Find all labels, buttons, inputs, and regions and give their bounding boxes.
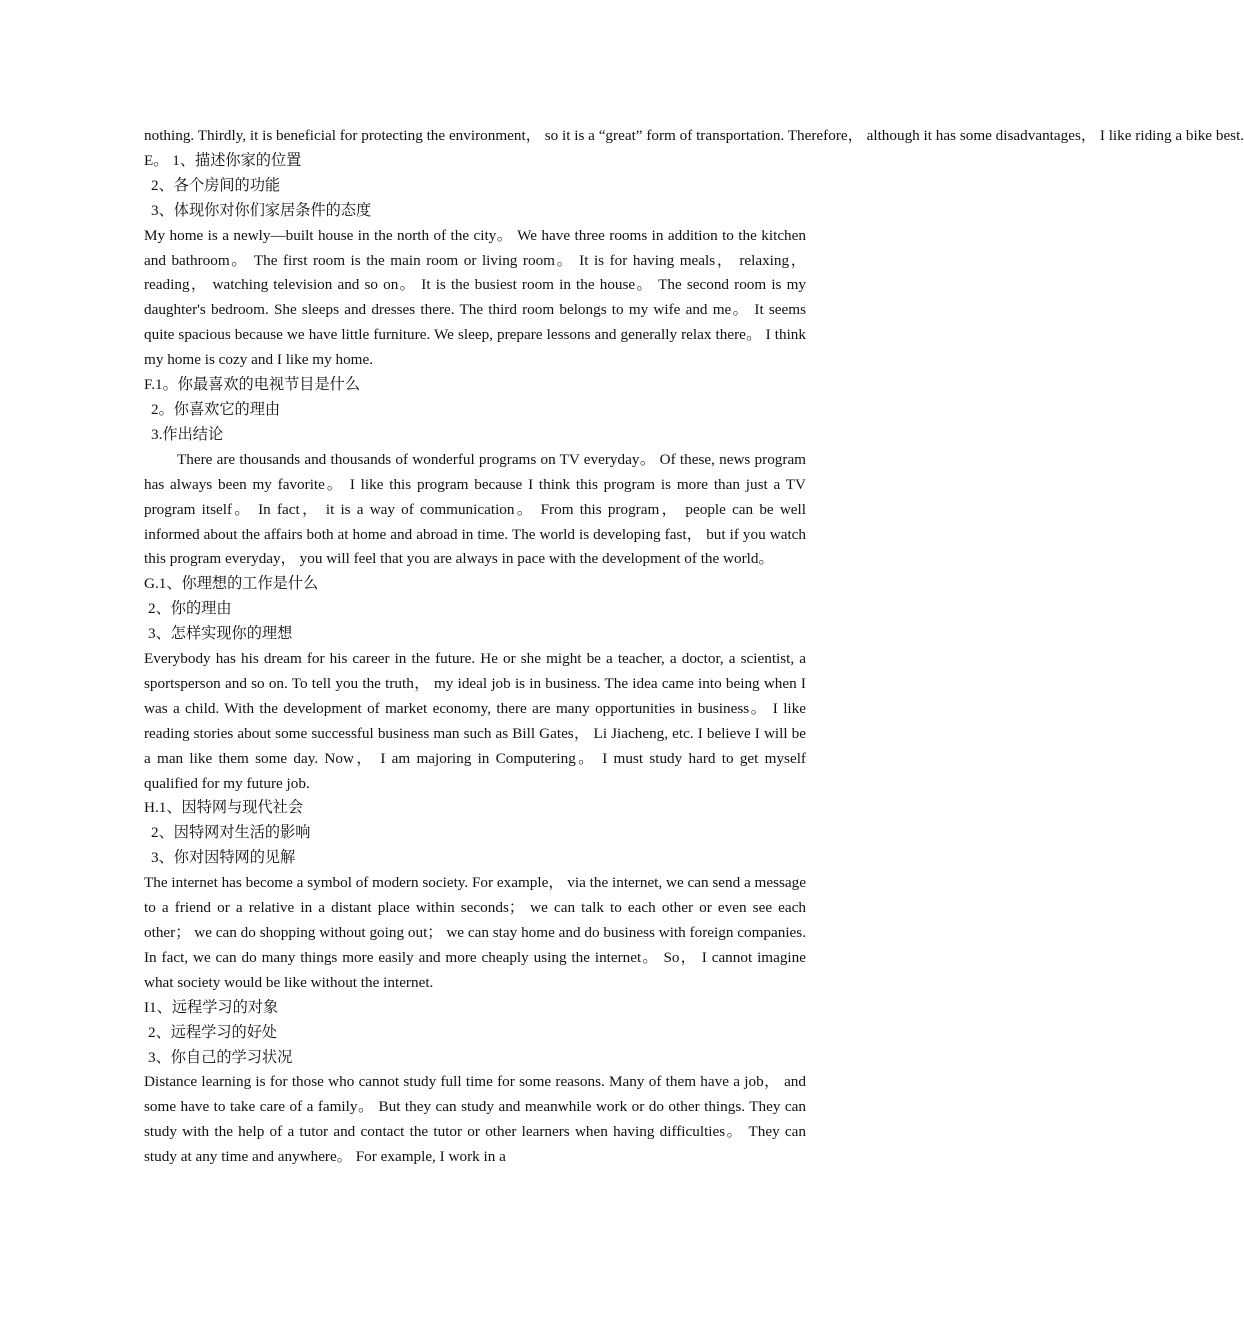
heading-h-internet-society: H.1、因特网与现代社会: [144, 799, 304, 817]
heading-i-distance-learning: I1、远程学习的对象: [144, 998, 279, 1016]
outline-item-distance-benefits: 2、远程学习的好处: [148, 1023, 278, 1041]
outline-item-internet-opinion: 3、你对因特网的见解: [151, 849, 296, 867]
heading-g-ideal-job: G.1、你理想的工作是什么: [144, 575, 319, 593]
outline-item-job-reasons: 2、你的理由: [148, 600, 232, 618]
paragraph-ideal-job: Everybody has his dream for his career in the future. He or she might be a teacher, a doctor, a scientist, a sportsperson and so on. To tell you the truth， my ideal job is in business. The idea came into being when I was a child. With the development of market economy, there are many opportunities in business。 I like reading stories about some successful business man such as Bill Gates， Li Jiacheng, etc. I believe I will be a man like them some day. Now， I am majoring in Computering。 I must study hard to get myself qualified for my future job.: [144, 650, 806, 792]
paragraph-internet: The internet has become a symbol of modern society. For example， via the internet, we can send a message to a friend or a relative in a distant place within seconds； we can talk to each other or even see each other； we can do shopping without going out； we can stay home and do business with foreign companies. In fact, we can do many things more easily and more cheaply using the internet。 So， I cannot imagine what society would be like without the internet.: [144, 874, 806, 991]
paragraph-distance-learning: Distance learning is for those who cannot study full time for some reasons. Many of them have a job， and some have to take care of a family。 But they can study and meanwhile work or do other things. They can study with the help of a tutor and contact the tutor or other learners when having difficulties。 They can study at any time and anywhere。 For example, I work in a: [144, 1073, 806, 1166]
heading-f-favorite-tv-program: F.1。你最喜欢的电视节目是什么: [144, 376, 361, 394]
outline-item-internet-influence: 2、因特网对生活的影响: [151, 824, 311, 842]
outline-item-tv-conclusion: 3.作出结论: [151, 425, 224, 443]
paragraph-bike-conclusion: nothing. Thirdly, it is beneficial for protecting the environment， so it is a “great” form of transportation. Therefore， although it has some disadvantages， I like riding a bike best.: [144, 127, 1244, 144]
outline-item-own-study: 3、你自己的学习状况: [148, 1048, 293, 1066]
outline-item-home-attitude: 3、体现你对你们家居条件的态度: [151, 201, 372, 219]
outline-item-tv-reasons: 2。你喜欢它的理由: [151, 400, 281, 418]
outline-item-room-functions: 2、各个房间的功能: [151, 176, 281, 194]
paragraph-my-home: My home is a newly—built house in the north of the city。 We have three rooms in addition to the kitchen and bathroom。 The first room is the main room or living room。 It is for having meals， relaxing， reading， watching television and so on。 It is the busiest room in the house。 The second room is my daughter's bedroom. She sleeps and dresses there. The third room belongs to my wife and me。 It seems quite spacious because we have little furniture. We sleep, prepare lessons and generally relax there。 I think my home is cozy and I like my home.: [144, 226, 806, 369]
heading-e-home-location: E。 1、描述你家的位置: [144, 151, 302, 169]
paragraph-tv-program: There are thousands and thousands of wonderful programs on TV everyday。 Of these, news program has always been my favorite。 I like this program because I think this program is more than just a TV program itself。 In fact， it is a way of communication。 From this program， people can be well informed about the affairs both at home and abroad in time. The world is developing fast， but if you watch this program everyday， you will feel that you are always in pace with the development of the world。: [144, 450, 806, 568]
document-page: [144, 124, 1244, 1170]
outline-item-job-realize: 3、怎样实现你的理想: [148, 625, 293, 643]
